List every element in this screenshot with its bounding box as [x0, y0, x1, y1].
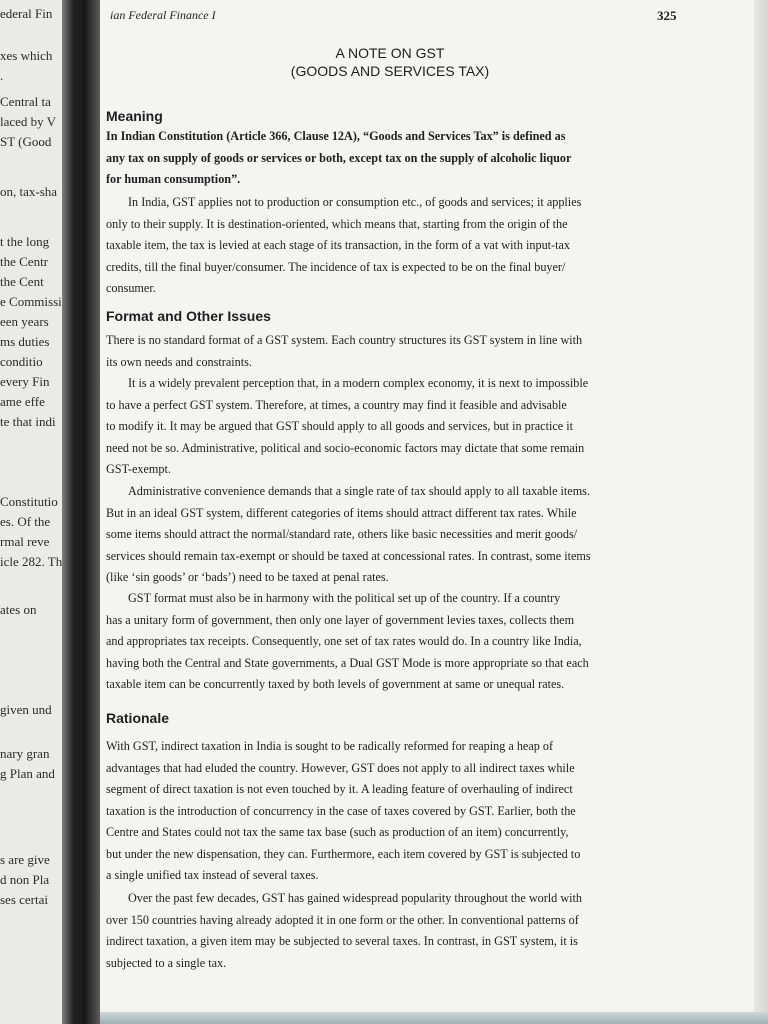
text-line: to modify it. It may be argued that GST should apply to all goods and services, but in practice it	[106, 419, 573, 433]
left-page-line: .	[0, 68, 4, 83]
meaning-definition	[106, 126, 692, 191]
left-page-line: the Centr	[0, 254, 49, 269]
left-page-line: nary gran	[0, 746, 50, 761]
text-line: any tax on supply of goods or services or both, except tax on the supply of alcoholic liquor	[106, 150, 572, 165]
text-line: GST format must also be in harmony with the political set up of the country. If a country	[128, 591, 561, 605]
text-line: taxable item can be concurrently taxed by both levels of government at same or unequal rates.	[106, 677, 565, 691]
left-page-line: s are give	[0, 852, 50, 867]
text-line: services should remain tax-exempt or should be taxed at concessional rates. In contrast, some items	[106, 548, 591, 563]
page-bottom-band	[100, 1012, 768, 1024]
format-paragraph-2	[106, 373, 692, 481]
text-line: but under the new dispensation, they can. Furthermore, each item covered by GST is subjected to	[106, 846, 581, 861]
left-page-line: rmal reve	[0, 534, 50, 549]
left-page-line: d non Pla	[0, 872, 50, 887]
text-line: consumer.	[106, 281, 156, 295]
format-paragraph-3	[106, 481, 692, 589]
heading-rationale: Rationale	[106, 710, 170, 726]
format-paragraph-4	[106, 588, 692, 696]
left-page-line: ms duties	[0, 334, 50, 349]
left-page-line: e Commissi	[0, 294, 62, 309]
heading-meaning: Meaning	[106, 108, 163, 124]
text-line: taxation is the introduction of concurrency in the case of taxes covered by GST. Earlier, both the	[106, 803, 576, 818]
left-page-line: ses certai	[0, 892, 49, 907]
left-page-line: t the long	[0, 234, 50, 249]
left-page-line: ST (Good	[0, 134, 52, 149]
page-325	[100, 0, 768, 1024]
text-line: a single unified tax instead of several taxes.	[106, 868, 319, 882]
text-line: having both the Central and State governments, a Dual GST Mode is more appropriate so that each	[106, 655, 589, 670]
left-page-line: laced by V	[0, 114, 57, 129]
left-page-line: conditio	[0, 354, 43, 369]
left-page-line: een years	[0, 314, 49, 329]
page-edge	[754, 0, 768, 1024]
text-line: need not be so. Administrative, political and socio-economic factors may dictate that some remain	[106, 440, 585, 455]
text-line: In India, GST applies not to production or consumption etc., of goods and services; it applies	[128, 195, 582, 209]
text-line: taxable item, the tax is levied at each stage of its transaction, in the form of a vat with input-tax	[106, 238, 570, 252]
text-line: There is no standard format of a GST system. Each country structures its GST system in line with	[106, 333, 583, 347]
text-line: advantages that had eluded the country. However, GST does not apply to all indirect taxes while	[106, 760, 575, 775]
text-line: for human consumption”.	[106, 172, 241, 186]
text-line: only to their supply. It is destination-oriented, which means that, starting from the origin of the	[106, 216, 568, 231]
left-page-line: Constitutio	[0, 494, 58, 509]
text-line: But in an ideal GST system, different categories of items should attract different tax rates. While	[106, 505, 577, 520]
left-page-line: on, tax-sha	[0, 184, 58, 199]
left-page-line: te that indi	[0, 414, 56, 429]
text-line: (like ‘sin goods’ or ‘bads’) need to be taxed at penal rates.	[106, 570, 389, 584]
format-paragraph-1	[106, 330, 692, 373]
text-line: indirect taxation, a given item may be subjected to several taxes. In contrast, in GST system, it is	[106, 934, 578, 948]
book-gutter-shadow	[62, 0, 100, 1024]
text-line: Centre and States could not tax the same tax base (such as production of an item) concurrently,	[106, 825, 569, 839]
left-page-line: ates on	[0, 602, 37, 617]
left-page-line: g Plan and	[0, 766, 55, 781]
left-page-line: xes which	[0, 48, 53, 63]
left-page-line: es. Of the	[0, 514, 51, 529]
heading-format: Format and Other Issues	[106, 308, 271, 324]
page-title	[270, 44, 510, 80]
text-line: Administrative convenience demands that a single rate of tax should apply to all taxable items.	[128, 484, 590, 498]
text-line: It is a widely prevalent perception that, in a modern complex economy, it is next to impossible	[128, 376, 589, 390]
title-line-2: (GOODS AND SERVICES TAX)	[290, 63, 490, 79]
page-number: 325	[657, 8, 677, 23]
rationale-paragraph-1	[106, 736, 692, 887]
text-line: to have a perfect GST system. Therefore, at times, a country may find it feasible and advisable	[106, 397, 567, 412]
left-page-line: ame effe	[0, 394, 45, 409]
text-line: credits, till the final buyer/consumer. The incidence of tax is expected to be on the final buyer/	[106, 259, 566, 274]
text-line: In Indian Constitution (Article 366, Clause 12A), “Goods and Services Tax” is defined as	[106, 129, 566, 143]
rationale-paragraph-2	[106, 888, 692, 974]
title-line-1: A NOTE ON GST	[335, 45, 445, 61]
left-page-line: ederal Fin	[0, 6, 53, 21]
left-page-line: given und	[0, 702, 52, 717]
meaning-paragraph	[106, 192, 692, 300]
text-line: some items should attract the normal/standard rate, others like basic necessities and merit goods/	[106, 527, 578, 541]
left-page-line: every Fin	[0, 374, 50, 389]
text-line: has a unitary form of government, then only one layer of government levies taxes, collects them	[106, 612, 575, 627]
left-page-line: the Cent	[0, 274, 44, 289]
left-page-line: icle 282. Th	[0, 554, 63, 569]
text-line: subjected to a single tax.	[106, 955, 227, 970]
text-line: Over the past few decades, GST has gained widespread popularity throughout the world with	[128, 891, 582, 905]
running-header: ian Federal Finance I	[110, 8, 216, 22]
text-line: With GST, indirect taxation in India is sought to be radically reformed for reaping a heap of	[106, 739, 554, 753]
text-line: and appropriates tax receipts. Consequently, one set of tax rates would do. In a country like India,	[106, 634, 582, 648]
left-page-line: Central ta	[0, 94, 51, 109]
text-line: over 150 countries having already adopted it in one form or the other. In conventional patterns of	[106, 912, 579, 927]
text-line: GST-exempt.	[106, 462, 171, 476]
text-line: segment of direct taxation is not even touched by it. A leading feature of overhauling of indirect	[106, 782, 573, 796]
text-line: its own needs and constraints.	[106, 354, 252, 369]
